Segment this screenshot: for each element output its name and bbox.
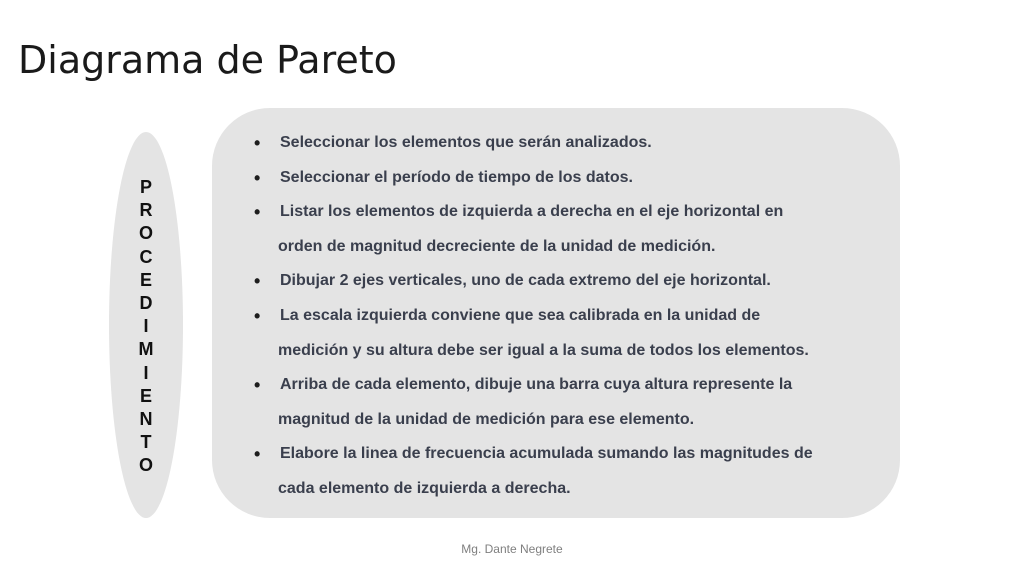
vertical-letter: R xyxy=(139,200,153,221)
vertical-letter: P xyxy=(139,177,152,197)
vertical-letter: T xyxy=(140,432,152,453)
bullet-icon: • xyxy=(254,133,261,153)
bullet-icon: • xyxy=(254,444,261,465)
procedure-step xyxy=(252,437,813,506)
vertical-letter: C xyxy=(139,246,153,267)
vertical-letter: O xyxy=(138,455,153,476)
procedure-steps-list xyxy=(252,126,813,507)
step-text-continuation: cada elemento de izquierda a derecha. xyxy=(278,479,571,497)
bullet-icon: • xyxy=(254,167,261,188)
footer-credit: Mg. Dante Negrete xyxy=(461,542,563,556)
vertical-letter: I xyxy=(143,362,149,383)
bullet-icon: • xyxy=(254,271,261,292)
step-text: Arriba de cada elemento, dibuje una barra cuya altura represente la xyxy=(280,376,793,394)
vertical-letter: O xyxy=(138,223,153,244)
procedure-label-pill xyxy=(109,132,183,518)
step-text-continuation: magnitud de la unidad de medición para ese elemento. xyxy=(278,410,695,428)
vertical-letter: E xyxy=(139,269,152,290)
vertical-letter: E xyxy=(139,385,152,406)
procedure-steps-panel xyxy=(212,108,900,518)
step-text: Seleccionar el período de tiempo de los datos. xyxy=(280,168,633,186)
procedure-step xyxy=(252,161,813,196)
procedure-step xyxy=(252,126,813,161)
step-text-continuation: medición y su altura debe ser igual a la suma de todos los elementos. xyxy=(278,341,809,359)
procedure-step xyxy=(252,299,813,368)
procedure-step xyxy=(252,195,813,264)
step-text: Seleccionar los elementos que serán analizados. xyxy=(280,134,652,151)
bullet-icon: • xyxy=(254,202,261,223)
step-text: Dibujar 2 ejes verticales, uno de cada extremo del eje horizontal. xyxy=(280,272,771,290)
procedure-step xyxy=(252,264,813,299)
step-text: La escala izquierda conviene que sea calibrada en la unidad de xyxy=(280,306,761,324)
slide-title: Diagrama de Pareto xyxy=(18,38,397,82)
bullet-icon: • xyxy=(254,375,261,396)
step-text: Elabore la linea de frecuencia acumulada sumando las magnitudes de xyxy=(280,445,813,463)
step-text-continuation: orden de magnitud decreciente de la unidad de medición. xyxy=(278,237,716,255)
procedure-vertical-label xyxy=(109,176,183,478)
bullet-icon: • xyxy=(254,305,261,326)
vertical-letter: M xyxy=(138,339,154,360)
step-text: Listar los elementos de izquierda a derecha en el eje horizontal en xyxy=(280,203,784,221)
vertical-letter: I xyxy=(143,316,149,337)
vertical-letter: N xyxy=(139,409,153,430)
procedure-step xyxy=(252,368,813,437)
vertical-letter: D xyxy=(139,293,153,314)
